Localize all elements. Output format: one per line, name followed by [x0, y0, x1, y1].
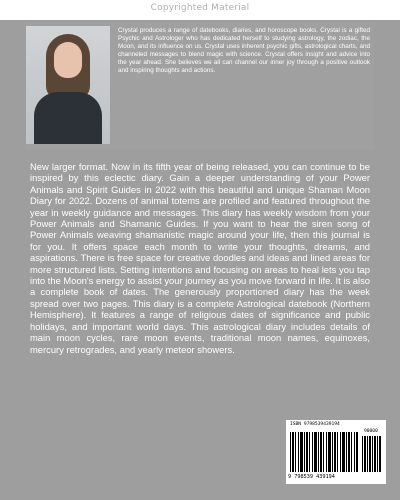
- barcode-bars: [290, 432, 358, 472]
- author-bio-text: Crystal produces a range of datebooks, diaries, and horoscope books. Crystal is a gifted Psychic and Astrologer who has dedicated herself to studying astrology, the zodiac, the Moon, and its influence on us. Crystal uses inherent psychic gifts, astrological charts, and channeled messages to blend magic with science. Crystal offers insight and advice into the year ahead. She believes we all can channel our inner joy through a positive outlook and inspiring thoughts and actions.: [118, 27, 370, 75]
- author-photo-face: [54, 42, 82, 78]
- author-photo-coat: [34, 92, 102, 144]
- book-description: New larger format. Now in its fifth year of being released, you can continue to be inspired by this eclectic diary. Gain a deeper understanding of your Power Animals and Spirit Guides in 2022 with this beautiful and unique Shaman Moon Diary for 2022. Dozens of animal totems are profiled and featured throughout the year in weekly guidance and messages. This diary has weekly wisdom from your Power Animals and Shamanic Guides. If you want to hear the siren song of Power Animals weaving shamanistic magic around your life, then this journal is for you. It offers space each month to write your thoughts, dreams, and aspirations. There is free space for creative doodles and ideas and lined areas for more structured lists. Setting intentions and focusing on areas to heal lets you tap into the Moon's energy to assist your journey as you move forward in life. It is also a complete book of dates. The generously proportioned diary has the week spread over two pages. This diary is a complete Astrological datebook (Northern Hemisphere). It features a range of religious dates of significance and public holidays, and important world days. This astrological diary includes details of main moon cycles, rare moon events, traditional moon names, equinoxes, mercury retrogrades, and yearly meteor showers.: [30, 161, 370, 355]
- barcode-digits: 9 798539 439194: [288, 474, 335, 480]
- isbn-label: ISBN 9798539439194: [290, 422, 340, 427]
- header-band: [0, 0, 400, 20]
- barcode-addon-bars: [362, 436, 382, 472]
- price-addon-code: 90000: [364, 429, 378, 434]
- isbn-barcode: [286, 420, 386, 484]
- author-photo: [26, 26, 110, 144]
- copyright-watermark: Copyrighted Material: [150, 3, 250, 13]
